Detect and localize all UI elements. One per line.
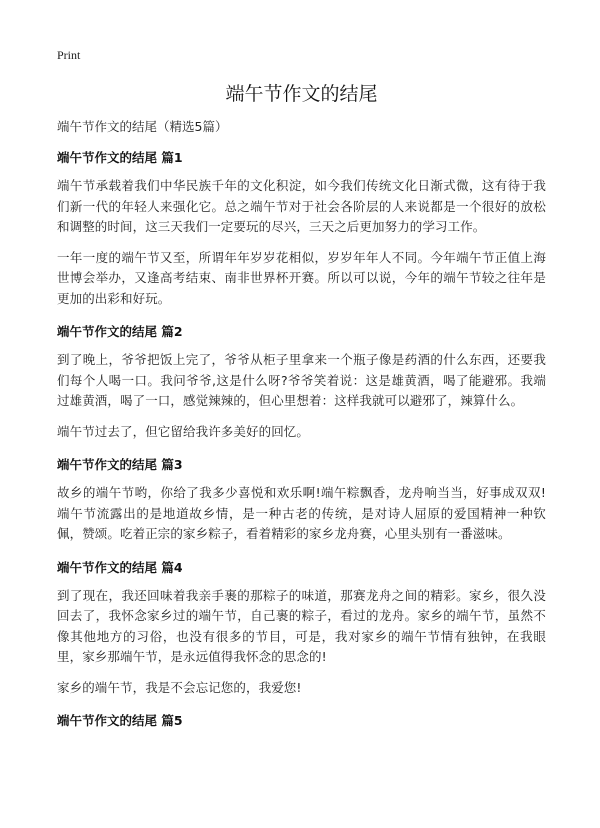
section-heading: 端午节作文的结尾 篇5 <box>57 713 183 728</box>
section-heading: 端午节作文的结尾 篇4 <box>57 559 183 575</box>
paragraph: 到了晚上，爷爷把饭上完了，爷爷从柜子里拿来一个瓶子像是药酒的什么东西，还要我们每个人喝一口。我问爷爷,这是什么呀?爷爷笑着说：这是雄黄酒，喝了能避邪。我端过雄黄酒，喝了一口，感觉辣辣的，但心里想着：这样我就可以避邪了，辣算什么。 <box>57 352 546 408</box>
page-title: 端午节作文的结尾 <box>225 83 378 105</box>
section-5 <box>57 713 546 729</box>
section-heading: 端午节作文的结尾 篇1 <box>57 150 183 165</box>
paragraph: 一年一度的端午节又至，所谓年年岁岁花相似，岁岁年年人不同。今年端午节正值上海世博会举办，又逢高考结束、南非世界杯开赛。所以可以说，今年的端午节较之往年是更加的出彩和好玩。 <box>57 249 546 306</box>
paragraph: 端午节承载着我们中华民族千年的文化积淀，如今我们传统文化日渐式微，这有待于我们新一代的年轻人来强化它。总之端午节对于社会各阶层的人来说都是一个很好的放松和调整的时间，这三天我们一定要玩的尽兴，三天之后更加努力的学习工作。 <box>57 178 546 234</box>
section-heading: 端午节作文的结尾 篇2 <box>57 324 183 339</box>
section-1 <box>57 150 546 309</box>
paragraph: 家乡的端午节，我是不会忘记您的，我爱您! <box>57 679 302 695</box>
section-3 <box>57 457 546 545</box>
section-4 <box>57 560 546 699</box>
section-2 <box>57 324 546 442</box>
print-link[interactable]: Print <box>57 48 81 62</box>
paragraph: 故乡的端午节哟，你给了我多少喜悦和欢乐啊!端午粽飘香，龙舟响当当，好事成双双!端午节流露出的是地道故乡情，是一种古老的传统，是对诗人屈原的爱国精神一种钦佩，赞颂。吃着正宗的家乡粽子，看着精彩的家乡龙舟赛，心里头别有一番滋味。 <box>57 485 546 541</box>
section-heading: 端午节作文的结尾 篇3 <box>57 457 183 472</box>
page-subtitle: 端午节作文的结尾（精选5篇） <box>57 119 228 134</box>
paragraph: 到了现在，我还回味着我亲手裹的那粽子的味道，那赛龙舟之间的精彩。家乡，很久没回去了，我怀念家乡过的端午节，自己裹的粽子，看过的龙舟。家乡的端午节，虽然不像其他地方的习俗，也没有很多的节目，可是，我对家乡的端午节情有独钟，在我眼里，家乡那端午节，是永远值得我怀念的思念的! <box>57 587 546 664</box>
paragraph: 端午节过去了，但它留给我许多美好的回忆。 <box>57 423 310 439</box>
